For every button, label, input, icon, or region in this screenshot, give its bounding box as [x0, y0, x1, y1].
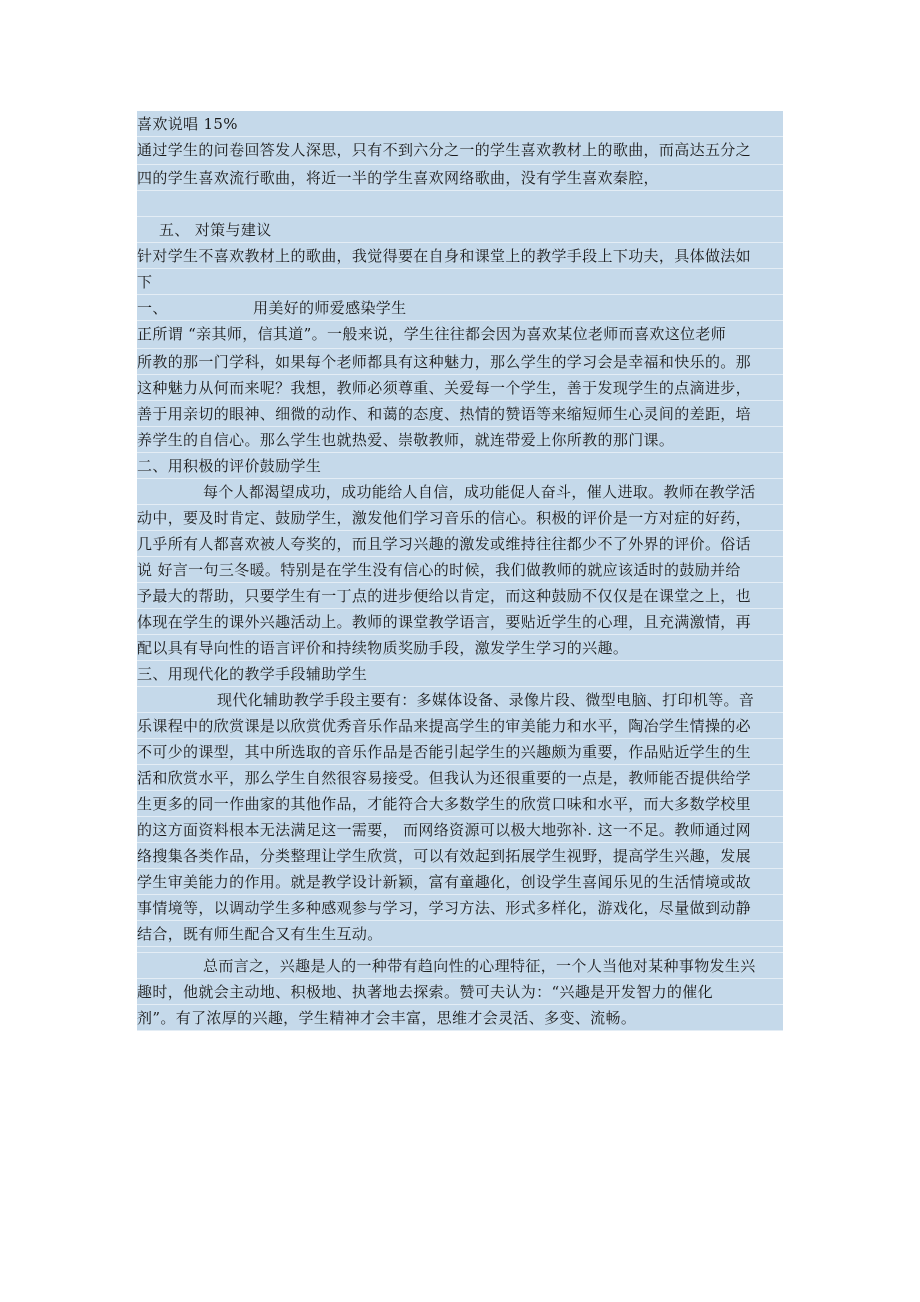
text-line: 每个人都渴望成功，成功能给人自信，成功能促人奋斗，催人进取。教师在教学活: [137, 479, 783, 505]
subheading-title: 用美好的师爱感染学生: [253, 299, 407, 317]
section-heading: 五、 对策与建议: [137, 217, 783, 243]
blank-line: [137, 191, 783, 217]
subheading-one: [137, 295, 783, 321]
text-line: 事情境等，以调动学生多种感观参与学习，学习方法、形式多样化，游戏化，尽量做到动静: [137, 895, 783, 921]
subheading-number: 一、: [137, 299, 168, 317]
text-line: 生更多的同一作曲家的其他作品，才能符合大多数学生的欣赏口味和水平，而大多数学校里: [137, 791, 783, 817]
text-line: 这种魅力从何而来呢？我想，教师必须尊重、关爱每一个学生，善于发现学生的点滴进步，: [137, 375, 783, 401]
text-line: 四的学生喜欢流行歌曲，将近一半的学生喜欢网络歌曲，没有学生喜欢秦腔，: [137, 165, 783, 191]
text-line: 喜欢说唱 15%: [137, 111, 783, 137]
text-line: 络搜集各类作品，分类整理让学生欣赏，可以有效起到拓展学生视野，提高学生兴趣，发展: [137, 843, 783, 869]
document-page: [137, 111, 783, 1031]
text-line: 针对学生不喜欢教材上的歌曲，我觉得要在自身和课堂上的教学手段上下功夫，具体做法如: [137, 243, 783, 269]
text-line: 剂”。有了浓厚的兴趣，学生精神才会丰富，思维才会灵活、多变、流畅。: [137, 1005, 783, 1031]
text-line: 动中，要及时肯定、鼓励学生，激发他们学习音乐的信心。积极的评价是一方对症的好药，: [137, 505, 783, 531]
text-line: 配以具有导向性的语言评价和持续物质奖励手段，激发学生学习的兴趣。: [137, 635, 783, 661]
text-line: 结合，既有师生配合又有生生互动。: [137, 921, 783, 947]
text-line: 体现在学生的课外兴趣活动上。教师的课堂教学语言，要贴近学生的心理，且充满激情，再: [137, 609, 783, 635]
text-line: 所教的那一门学科，如果每个老师都具有这种魅力，那么学生的学习会是幸福和快乐的。那: [137, 349, 783, 375]
text-line: 予最大的帮助，只要学生有一丁点的进步便给以肯定，而这种鼓励不仅仅是在课堂之上，也: [137, 583, 783, 609]
subheading-three: 三、用现代化的教学手段辅助学生: [137, 661, 783, 687]
text-line: 学生审美能力的作用。就是教学设计新颖，富有童趣化，创设学生喜闻乐见的生活情境或故: [137, 869, 783, 895]
text-line: 的这方面资料根本无法满足这一需要， 而网络资源可以极大地弥补. 这一不足。教师通过网: [137, 817, 783, 843]
text-line: 几乎所有人都喜欢被人夸奖的，而且学习兴趣的激发或维持往往都少不了外界的评价。俗话: [137, 531, 783, 557]
text-line: 善于用亲切的眼神、细微的动作、和蔼的态度、热情的赞语等来缩短师生心灵间的差距，培: [137, 401, 783, 427]
text-line: 说 好言一句三冬暖。特别是在学生没有信心的时候，我们做教师的就应该适时的鼓励并给: [137, 557, 783, 583]
subheading-two: 二、用积极的评价鼓励学生: [137, 453, 783, 479]
text-line: 趣时，他就会主动地、积极地、执著地去探索。赞可夫认为：“兴趣是开发智力的催化: [137, 979, 783, 1005]
text-line: 现代化辅助教学手段主要有：多媒体设备、录像片段、微型电脑、打印机等。音: [137, 687, 783, 713]
text-line: 通过学生的问卷回答发人深思，只有不到六分之一的学生喜欢教材上的歌曲，而高达五分之: [137, 137, 783, 165]
text-line: 活和欣赏水平，那么学生自然很容易接受。但我认为还很重要的一点是，教师能否提供给学: [137, 765, 783, 791]
text-line: 乐课程中的欣赏课是以欣赏优秀音乐作品来提高学生的审美能力和水平，陶冶学生情操的必: [137, 713, 783, 739]
text-line: 不可少的课型，其中所选取的音乐作品是否能引起学生的兴趣颇为重要，作品贴近学生的生: [137, 739, 783, 765]
text-line: 正所谓 “亲其师，信其道”。一般来说，学生往往都会因为喜欢某位老师而喜欢这位老师: [137, 321, 783, 349]
text-line: 养学生的自信心。那么学生也就热爱、崇敬教师，就连带爱上你所教的那门课。: [137, 427, 783, 453]
text-line: 总而言之，兴趣是人的一种带有趋向性的心理特征，一个人当他对某种事物发生兴: [137, 953, 783, 979]
text-line: 下: [137, 269, 783, 295]
